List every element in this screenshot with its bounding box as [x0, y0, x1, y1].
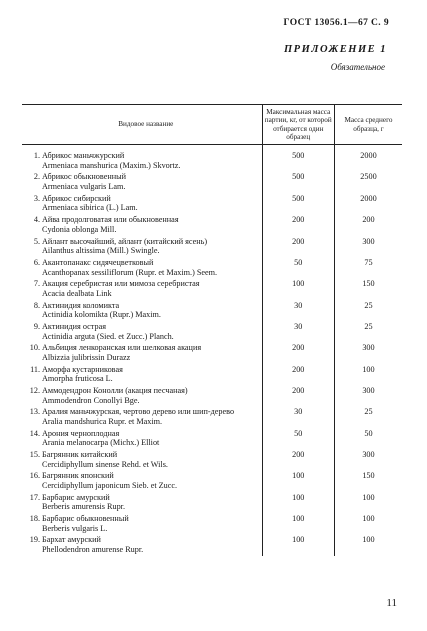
- species-latin-name: Albizzia julibrissin Durazz: [42, 352, 131, 362]
- table-row: [22, 449, 402, 470]
- sample-mass-cell: 100: [334, 364, 402, 385]
- table-row: [22, 171, 402, 192]
- species-name: Альбиция ленкоранская или шелковая акация: [42, 343, 202, 353]
- standard-header: ГОСТ 13056.1—67 С. 9: [283, 18, 389, 28]
- max-mass-cell: 50: [262, 428, 334, 449]
- max-mass-cell: 100: [262, 492, 334, 513]
- sample-mass-cell: 25: [334, 300, 402, 321]
- table-header-row: [22, 105, 402, 145]
- table-row: [22, 257, 402, 278]
- table-row: [22, 492, 402, 513]
- column-header-sample-mass: Масса среднего образца, г: [334, 105, 402, 145]
- row-number: 18.: [29, 513, 40, 523]
- species-name: Актинидия коломикта: [42, 300, 120, 310]
- species-name: Барбарис обыкновенный: [42, 513, 129, 523]
- species-cell: [22, 534, 262, 555]
- row-number: 19.: [29, 535, 40, 545]
- sample-mass-cell: 50: [334, 428, 402, 449]
- table-row: [22, 534, 402, 555]
- table-row: [22, 513, 402, 534]
- max-mass-cell: 100: [262, 534, 334, 555]
- appendix-title: ПРИЛОЖЕНИЕ 1: [284, 44, 387, 55]
- species-latin-name: Acacia dealbata Link: [42, 288, 112, 298]
- species-cell: [22, 449, 262, 470]
- page-number: 11: [386, 597, 397, 609]
- table-row: [22, 385, 402, 406]
- row-number: 16.: [29, 471, 40, 481]
- species-latin-name: Berberis vulgaris L.: [42, 523, 108, 533]
- species-name: Аралия маньчжурская, чертово дерево или шип-дерево: [42, 407, 235, 417]
- sample-mass-cell: 100: [334, 534, 402, 555]
- column-header-species: Видовое название: [22, 105, 262, 145]
- row-number: 7.: [33, 279, 40, 289]
- species-cell: [22, 214, 262, 235]
- row-number: 9.: [33, 321, 40, 331]
- species-name: Абрикос обыкновенный: [42, 172, 126, 182]
- table-row: [22, 470, 402, 491]
- species-cell: [22, 300, 262, 321]
- species-cell: [22, 406, 262, 427]
- sample-mass-cell: 75: [334, 257, 402, 278]
- species-latin-name: Aralia mandshurica Rupr. et Maxim.: [42, 416, 163, 426]
- row-number: 13.: [29, 407, 40, 417]
- table-row: [22, 214, 402, 235]
- row-number: 2.: [33, 172, 40, 182]
- table-body: [22, 145, 402, 556]
- column-header-max-mass: Максимальная масса партии, кг, от которой отбирается один образец: [262, 105, 334, 145]
- sample-mass-cell: 150: [334, 470, 402, 491]
- sample-mass-cell: 300: [334, 342, 402, 363]
- sample-mass-cell: 2500: [334, 171, 402, 192]
- species-name: Багрянник японский: [42, 471, 114, 481]
- species-name: Айлант высочайший, айлант (китайский ясень): [42, 236, 208, 246]
- row-number: 15.: [29, 449, 40, 459]
- species-latin-name: Actinidia arguta (Sied. et Zucc.) Planch.: [42, 331, 174, 341]
- sample-mass-cell: 300: [334, 449, 402, 470]
- species-latin-name: Cercidiphyllum sinense Rehd. et Wils.: [42, 459, 168, 469]
- species-cell: [22, 364, 262, 385]
- species-cell: [22, 342, 262, 363]
- table-row: [22, 342, 402, 363]
- species-name: Аммодендрон Конолли (акация песчаная): [42, 385, 188, 395]
- species-name: Акантопанакс сидячецветковый: [42, 257, 154, 267]
- sample-mass-cell: 100: [334, 492, 402, 513]
- row-number: 6.: [33, 257, 40, 267]
- species-cell: [22, 513, 262, 534]
- max-mass-cell: 200: [262, 364, 334, 385]
- species-name: Айва продолговатая или обыкновенная: [42, 215, 179, 225]
- species-latin-name: Ailanthus altissima (Mill.) Swingle.: [42, 246, 160, 256]
- row-number: 11.: [30, 364, 40, 374]
- species-latin-name: Arania melanocarpa (Michx.) Elliot: [42, 438, 160, 448]
- species-latin-name: Cydonia oblonga Mill.: [42, 224, 117, 234]
- max-mass-cell: 50: [262, 257, 334, 278]
- row-number: 12.: [29, 385, 40, 395]
- species-cell: [22, 470, 262, 491]
- species-cell: [22, 257, 262, 278]
- max-mass-cell: 30: [262, 300, 334, 321]
- species-cell: [22, 492, 262, 513]
- species-latin-name: Cercidiphyllum japonicum Sieb. et Zucc.: [42, 480, 178, 490]
- max-mass-cell: 30: [262, 321, 334, 342]
- row-number: 4.: [33, 215, 40, 225]
- species-name: Арония черноплодная: [42, 428, 120, 438]
- max-mass-cell: 200: [262, 449, 334, 470]
- row-number: 14.: [29, 428, 40, 438]
- row-number: 5.: [33, 236, 40, 246]
- max-mass-cell: 500: [262, 145, 334, 172]
- table-row: [22, 364, 402, 385]
- table-row: [22, 300, 402, 321]
- species-table: [22, 104, 402, 556]
- row-number: 10.: [29, 343, 40, 353]
- max-mass-cell: 200: [262, 236, 334, 257]
- species-cell: [22, 278, 262, 299]
- max-mass-cell: 200: [262, 342, 334, 363]
- species-cell: [22, 321, 262, 342]
- species-latin-name: Phellodendron amurense Rupr.: [42, 544, 144, 554]
- max-mass-cell: 200: [262, 214, 334, 235]
- table-row: [22, 428, 402, 449]
- max-mass-cell: 500: [262, 171, 334, 192]
- species-latin-name: Actinidia kolomikta (Rupr.) Maxim.: [42, 310, 161, 320]
- species-name: Багрянник китайский: [42, 449, 118, 459]
- max-mass-cell: 100: [262, 513, 334, 534]
- max-mass-cell: 500: [262, 193, 334, 214]
- species-latin-name: Ammodendron Conollyi Bge.: [42, 395, 140, 405]
- species-cell: [22, 145, 262, 172]
- table-row: [22, 278, 402, 299]
- species-name: Аморфа кустарниковая: [42, 364, 123, 374]
- species-cell: [22, 236, 262, 257]
- table-row: [22, 406, 402, 427]
- species-name: Абрикос сибирский: [42, 193, 111, 203]
- species-latin-name: Armeniaca sibirica (L.) Lam.: [42, 203, 138, 213]
- species-cell: [22, 193, 262, 214]
- row-number: 1.: [33, 151, 40, 161]
- species-cell: [22, 428, 262, 449]
- table-row: [22, 145, 402, 172]
- species-name: Абрикос маньчжурский: [42, 151, 125, 161]
- appendix-subtitle: Обязательное: [330, 62, 385, 72]
- sample-mass-cell: 300: [334, 385, 402, 406]
- table-row: [22, 193, 402, 214]
- species-name: Акация серебристая или мимоза серебристая: [42, 279, 200, 289]
- species-name: Бархат амурский: [42, 535, 101, 545]
- max-mass-cell: 100: [262, 470, 334, 491]
- sample-mass-cell: 200: [334, 214, 402, 235]
- sample-mass-cell: 150: [334, 278, 402, 299]
- sample-mass-cell: 25: [334, 406, 402, 427]
- species-latin-name: Acanthopanax sessiliflorum (Rupr. et Maxim.) Seem.: [42, 267, 218, 277]
- max-mass-cell: 100: [262, 278, 334, 299]
- species-latin-name: Armeniaca manshurica (Maxim.) Skvortz.: [42, 160, 181, 170]
- table-row: [22, 236, 402, 257]
- species-name: Барбарис амурский: [42, 492, 110, 502]
- max-mass-cell: 200: [262, 385, 334, 406]
- species-latin-name: Amorpha fruticosa L.: [42, 374, 113, 384]
- max-mass-cell: 30: [262, 406, 334, 427]
- species-latin-name: Armeniaca vulgaris Lam.: [42, 182, 126, 192]
- table-row: [22, 321, 402, 342]
- sample-mass-cell: 25: [334, 321, 402, 342]
- sample-mass-cell: 100: [334, 513, 402, 534]
- sample-mass-cell: 2000: [334, 145, 402, 172]
- species-name: Актинидия острая: [42, 321, 106, 331]
- species-cell: [22, 171, 262, 192]
- sample-mass-cell: 2000: [334, 193, 402, 214]
- row-number: 3.: [33, 193, 40, 203]
- row-number: 8.: [33, 300, 40, 310]
- species-cell: [22, 385, 262, 406]
- sample-mass-cell: 300: [334, 236, 402, 257]
- species-latin-name: Berberis amurensis Rupr.: [42, 502, 125, 512]
- row-number: 17.: [29, 492, 40, 502]
